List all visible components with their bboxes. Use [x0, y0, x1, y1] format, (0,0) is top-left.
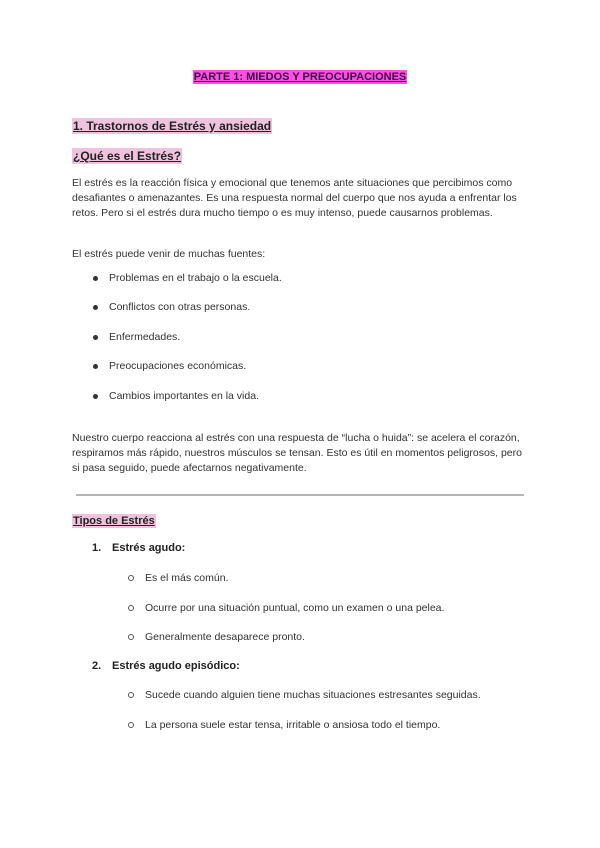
intro-paragraph: El estrés es la reacción física y emocional que tenemos ante situaciones que percibimos como desafiantes o amenazantes. Es una respuesta normal del cuerpo que nos ayuda a enfrentar los retos. Pero si el estrés dura mucho tiempo o es muy intenso, puede causarnos problemas.	[72, 177, 517, 219]
stress-type-item: 2. Estrés agudo episódico:	[92, 660, 240, 672]
circle-bullet-icon	[128, 634, 134, 640]
bullet-icon	[93, 276, 98, 281]
circle-bullet-icon	[128, 692, 134, 698]
sub-list-item: Ocurre por una situación puntual, como un examen o una pelea.	[128, 602, 444, 614]
circle-bullet-icon	[128, 605, 134, 611]
sub-list-item: La persona suele estar tensa, irritable o ansiosa todo el tiempo.	[128, 719, 440, 731]
bullet-icon	[93, 364, 98, 369]
body-reaction-paragraph: Nuestro cuerpo reacciona al estrés con una respuesta de “lucha o huida”: se acelera el corazón, respiramos más rápido, nuestros músculos se tensan. Esto es útil en momentos peligrosos, pero si pasa seguido, puede afectarnos negativamente.	[72, 432, 522, 474]
sub-list-item: Generalmente desaparece pronto.	[128, 631, 305, 643]
circle-bullet-icon	[128, 722, 134, 728]
sources-intro: El estrés puede venir de muchas fuentes:	[72, 248, 266, 260]
list-item: Enfermedades.	[93, 331, 180, 343]
section-heading: 1. Trastornos de Estrés y ansiedad	[73, 119, 272, 133]
bullet-icon	[93, 335, 98, 340]
subsection-heading: ¿Qué es el Estrés?	[73, 149, 182, 163]
list-item: Problemas en el trabajo o la escuela.	[93, 272, 282, 284]
types-heading: Tipos de Estrés	[73, 515, 155, 527]
sub-list-item: Sucede cuando alguien tiene muchas situaciones estresantes seguidas.	[128, 689, 481, 701]
part-title: PARTE 1: MIEDOS Y PREOCUPACIONES	[193, 71, 407, 83]
sub-list-item: Es el más común.	[128, 572, 228, 584]
bullet-icon	[93, 305, 98, 310]
circle-bullet-icon	[128, 575, 134, 581]
list-item: Cambios importantes en la vida.	[93, 390, 259, 402]
divider	[76, 494, 524, 496]
list-item: Preocupaciones económicas.	[93, 360, 246, 372]
list-item: Conflictos con otras personas.	[93, 301, 250, 313]
bullet-icon	[93, 394, 98, 399]
stress-type-item: 1. Estrés agudo:	[92, 542, 186, 554]
